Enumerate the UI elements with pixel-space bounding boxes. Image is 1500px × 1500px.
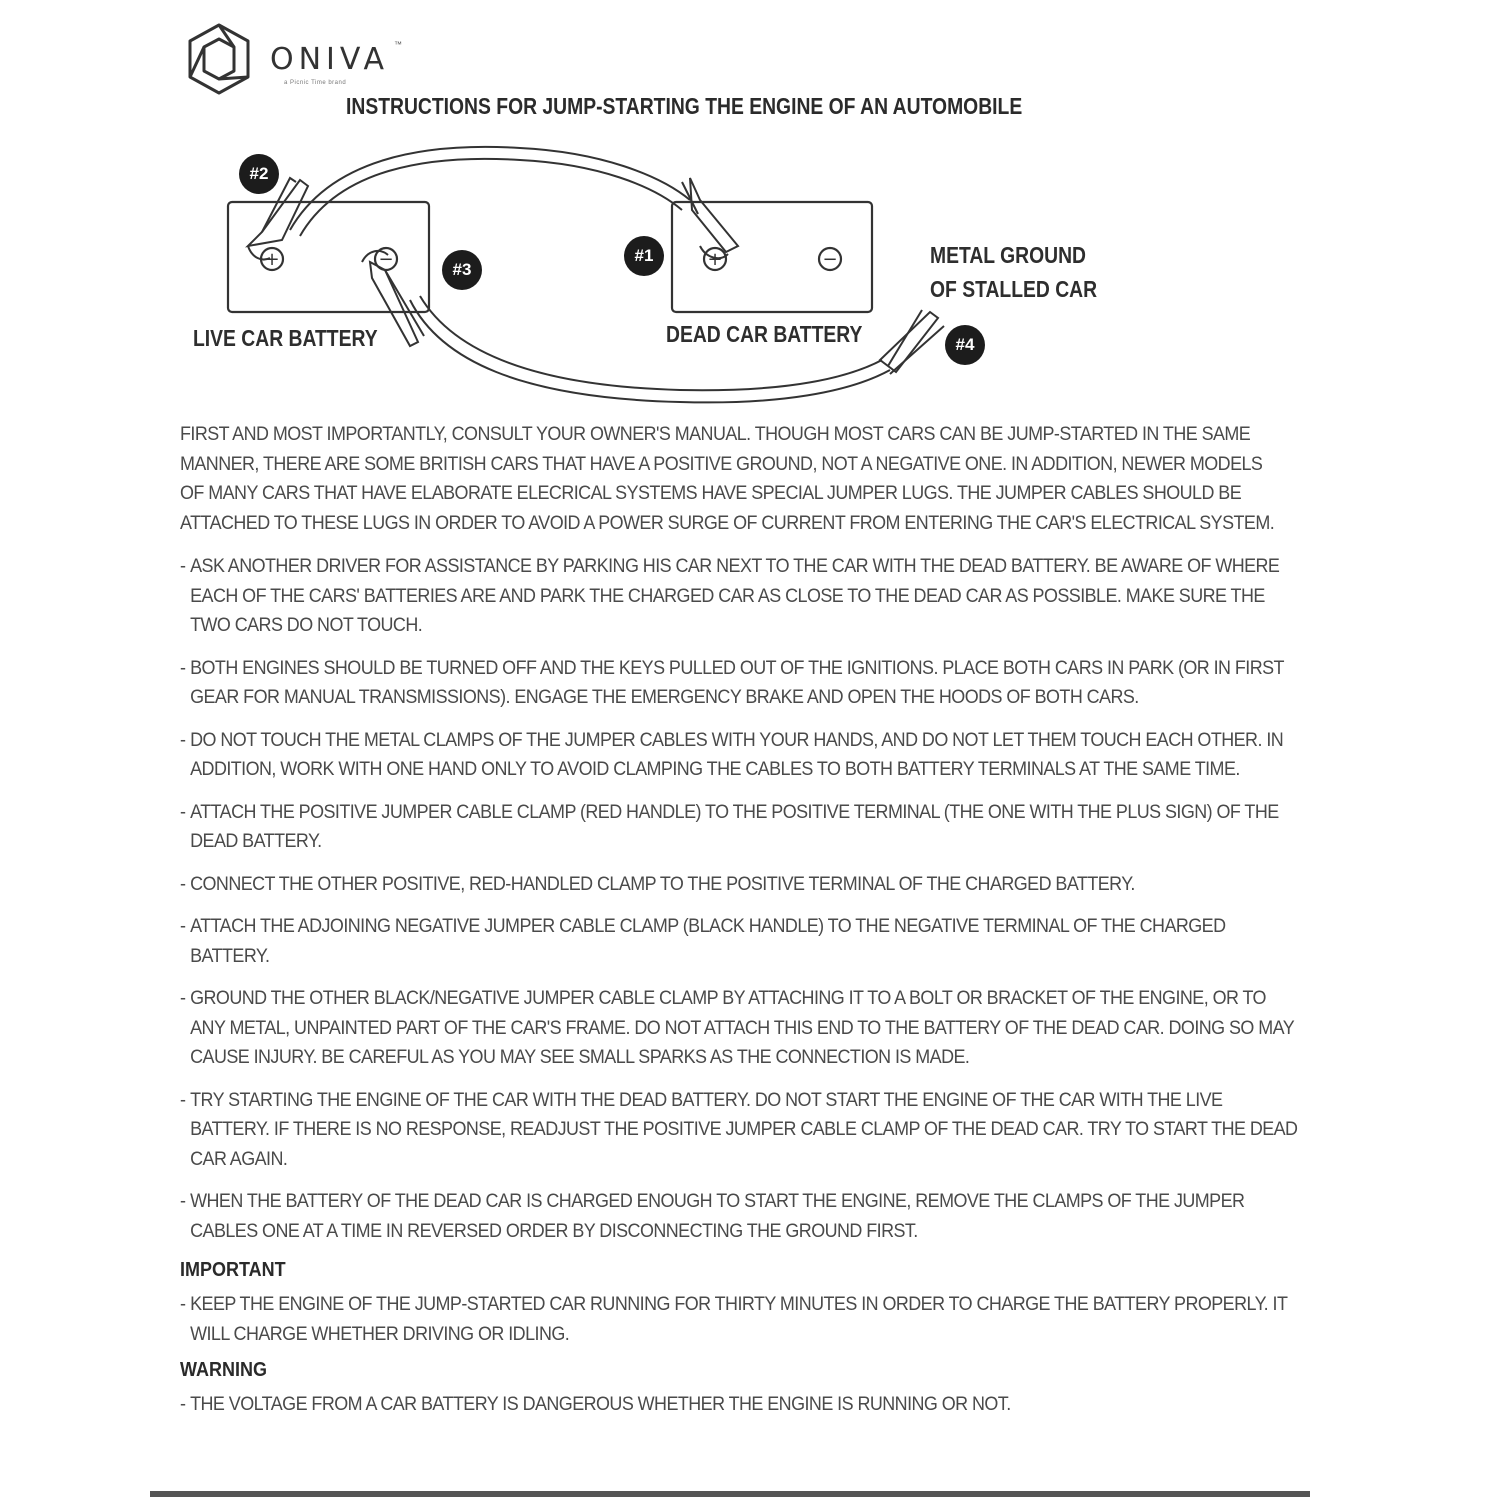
step-badge-2: #2 [239, 154, 279, 194]
dead-plus-symbol: + [707, 249, 723, 270]
step-text: TRY STARTING THE ENGINE OF THE CAR WITH THE DEAD BATTERY. DO NOT START THE ENGINE OF THE CAR WITH THE LIVE BATTERY. IF THERE IS NO RESPONSE, READJUST THE POSITIVE JUMPER CABLE CLAMP OF THE DEAD CAR. TRY TO START THE DEAD CAR AGAIN. [190, 1088, 1298, 1170]
live-plus-symbol: + [264, 249, 280, 270]
brand-name: ONIVA [270, 42, 390, 77]
list-item [180, 870, 1299, 900]
dead-battery-label: DEAD CAR BATTERY [666, 321, 863, 347]
step-text: GROUND THE OTHER BLACK/NEGATIVE JUMPER CABLE CLAMP BY ATTACHING IT TO A BOLT OR BRACKET OF THE ENGINE, OR TO ANY METAL, UNPAINTED PART OF THE CAR'S FRAME. DO NOT ATTACH THIS END TO THE BATTERY OF THE DEAD CAR. DOING SO MAY CAUSE INJURY. BE CAREFUL AS YOU MAY SEE SMALL SPARKS AS THE CONNECTION IS MADE. [190, 987, 1294, 1068]
bottom-divider [150, 1491, 1310, 1497]
bullet-marker: - [180, 1190, 186, 1212]
bullet-marker: - [180, 1088, 186, 1111]
bullet-marker: - [180, 800, 186, 823]
bullet-marker: - [180, 728, 186, 751]
step-text: ASK ANOTHER DRIVER FOR ASSISTANCE BY PARKING HIS CAR NEXT TO THE CAR WITH THE DEAD BATTERY. BE AWARE OF WHERE EACH OF THE CARS' BATTERIES ARE AND PARK THE CHARGED CAR AS CLOSE TO THE DEAD CAR AS POSSIBLE. MAKE SURE THE TWO CARS DO NOT TOUCH. [190, 555, 1280, 636]
dead-battery-box [672, 202, 872, 312]
list-item [180, 1187, 1299, 1246]
warning-text [180, 1390, 1299, 1420]
list-item [180, 654, 1299, 713]
warning-heading: WARNING [180, 1359, 268, 1381]
list-item [180, 912, 1299, 971]
steps-list [180, 552, 1298, 1246]
bullet-marker: - [180, 915, 186, 937]
bullet-marker: - [180, 555, 186, 577]
step-text: ATTACH THE POSITIVE JUMPER CABLE CLAMP (RED HANDLE) TO THE POSITIVE TERMINAL (THE ONE WITH THE PLUS SIGN) OF THE DEAD BATTERY. [190, 800, 1279, 852]
list-item [180, 1086, 1299, 1175]
brand-logo [186, 22, 446, 94]
live-minus-symbol: − [378, 249, 394, 270]
list-item [180, 552, 1299, 641]
step-badge-4: #4 [945, 325, 985, 365]
live-battery-label: LIVE CAR BATTERY [193, 325, 378, 351]
trademark-symbol: ™ [394, 40, 402, 49]
bullet-marker: - [180, 987, 186, 1009]
important-text [180, 1290, 1299, 1349]
list-item [180, 798, 1299, 857]
dead-minus-symbol: − [822, 249, 838, 270]
clamp-4 [880, 310, 944, 374]
step-badge-3: #3 [442, 250, 482, 290]
bullet-marker: - [180, 656, 186, 679]
step-text: WHEN THE BATTERY OF THE DEAD CAR IS CHARGED ENOUGH TO START THE ENGINE, REMOVE THE CLAMPS OF THE JUMPER CABLES ONE AT A TIME IN REVERSED ORDER BY DISCONNECTING THE GROUND FIRST. [190, 1190, 1245, 1242]
bullet-marker: - [180, 1393, 186, 1415]
ground-label-line2: OF STALLED CAR [930, 276, 1098, 302]
live-battery-box [228, 202, 429, 312]
step-badge-1: #1 [624, 236, 664, 276]
jump-start-diagram [0, 130, 1500, 420]
ground-label-line1: METAL GROUND [930, 242, 1086, 268]
step-text: ATTACH THE ADJOINING NEGATIVE JUMPER CABLE CLAMP (BLACK HANDLE) TO THE NEGATIVE TERMINAL OF THE CHARGED BATTERY. [190, 915, 1226, 967]
important-heading: IMPORTANT [180, 1259, 286, 1281]
list-item [180, 726, 1299, 785]
brand-tagline: a Picnic Time brand [284, 80, 347, 86]
hexagon-cube-logo-icon [186, 22, 252, 96]
list-item [180, 984, 1299, 1073]
bullet-marker: - [180, 872, 186, 895]
step-text: BOTH ENGINES SHOULD BE TURNED OFF AND THE KEYS PULLED OUT OF THE IGNITIONS. PLACE BOTH CARS IN PARK (OR IN FIRST GEAR FOR MANUAL TRANSMISSIONS). ENGAGE THE EMERGENCY BRAKE AND OPEN THE HOODS OF BOTH CARS. [190, 656, 1284, 708]
document-title: INSTRUCTIONS FOR JUMP-STARTING THE ENGINE OF AN AUTOMOBILE [346, 93, 1023, 119]
important-body: KEEP THE ENGINE OF THE JUMP-STARTED CAR RUNNING FOR THIRTY MINUTES IN ORDER TO CHARGE THE BATTERY PROPERLY. IT WILL CHARGE WHETHER DRIVING OR IDLING. [190, 1293, 1288, 1345]
clamp-1 [682, 178, 738, 258]
warning-body: THE VOLTAGE FROM A CAR BATTERY IS DANGEROUS WHETHER THE ENGINE IS RUNNING OR NOT. [190, 1393, 1011, 1415]
instructions-body [180, 420, 1298, 1426]
step-text: DO NOT TOUCH THE METAL CLAMPS OF THE JUMPER CABLES WITH YOUR HANDS, AND DO NOT LET THEM TOUCH EACH OTHER. IN ADDITION, WORK WITH ONE HAND ONLY TO AVOID CLAMPING THE CABLES TO BOTH BATTERY TERMINALS AT THE SAME TIME. [190, 728, 1284, 780]
intro-paragraph: FIRST AND MOST IMPORTANTLY, CONSULT YOUR OWNER'S MANUAL. THOUGH MOST CARS CAN BE JUMP-STARTED IN THE SAME MANNER, THERE ARE SOME BRITISH CARS THAT HAVE A POSITIVE GROUND, NOT A NEGATIVE ONE. IN ADDITION, NEWER MODELS OF MANY CARS THAT HAVE ELABORATE ELECRICAL SYSTEMS HAVE SPECIAL JUMPER LUGS. THE JUMPER CABLES SHOULD BE ATTACHED TO THESE LUGS IN ORDER TO AVOID A POWER SURGE OF CURRENT FROM ENTERING THE CAR'S ELECTRICAL SYSTEM. [180, 423, 1275, 534]
step-text: CONNECT THE OTHER POSITIVE, RED-HANDLED CLAMP TO THE POSITIVE TERMINAL OF THE CHARGED BATTERY. [190, 872, 1135, 895]
bullet-marker: - [180, 1293, 186, 1315]
